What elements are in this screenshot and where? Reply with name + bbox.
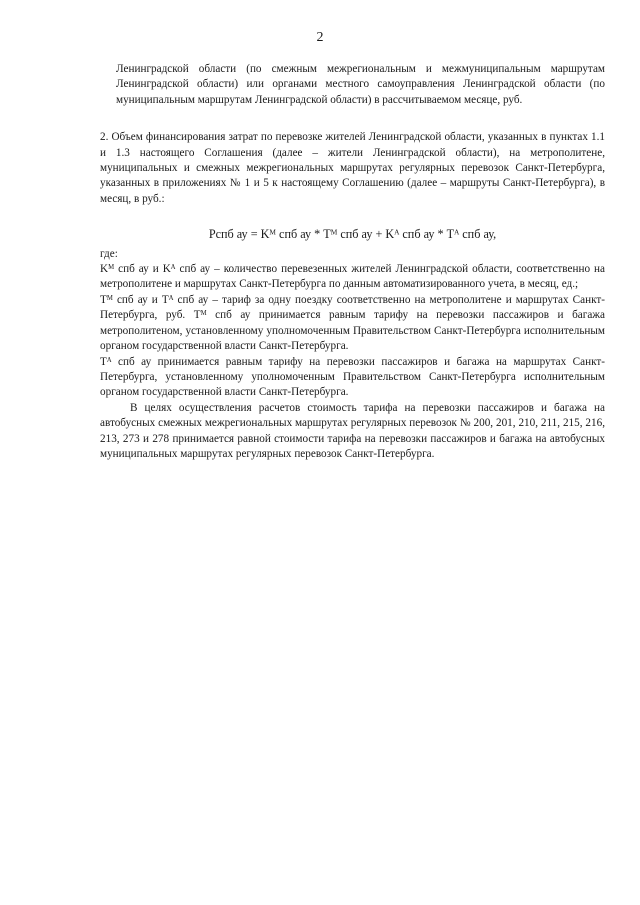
where-label: где: xyxy=(100,247,118,260)
paragraph-tariff-routes: В целях осуществления расчетов стоимость тарифа на перевозки пассажиров и багажа на автобусных смежных межрегиональных маршрутах регулярных перевозок № 200, 201, 210, 211, 215, 216, 213, 273 и 278 принимается равной стоимости тарифа на перевозки пассажиров и багажа на автобусных муниципальных маршрутах регулярных перевозок Санкт-Петербурга. xyxy=(100,401,605,460)
definition-k: Kᴹ спб ау и Kᴬ спб ау – количество перевезенных жителей Ленинградской области, соответственно на метрополитене и маршрутах Санкт-Петербурга по данным автоматизированного учета, в месяц, ед.; xyxy=(100,263,605,291)
page-number: 2 xyxy=(316,30,324,45)
formula: Pспб ау = Kᴹ спб ау * Tᴹ спб ау + Kᴬ спб ау * Tᴬ спб ау, xyxy=(208,227,497,242)
definition-t-bus: Tᴬ спб ау принимается равным тарифу на перевозки пассажиров и багажа на маршрутах Санкт-Петербурга, установленному уполномоченным Правительством Санкт-Петербурга исполнительным органом государственной власти Санкт-Петербурга. xyxy=(100,355,605,399)
document-body xyxy=(100,62,605,462)
definition-t: Tᴹ спб ау и Tᴬ спб ау – тариф за одну поездку соответственно на метрополитене и маршрутах Санкт-Петербурга, руб. Tᴹ спб ау принимается равным тарифу на перевозки пассажиров и багажа метрополитеном, установленному уполномоченным Правительством Санкт-Петербурга исполнительным органом государственной власти Санкт-Петербурга. xyxy=(100,293,605,353)
paragraph-2: 2. Объем финансирования затрат по перевозке жителей Ленинградской области, указанных в пунктах 1.1 и 1.3 настоящего Соглашения (далее – жители Ленинградской области), на метрополитене, муниципальных и смежных межрегиональных маршрутах регулярных перевозок Санкт-Петербурга, указанных в приложениях № 1 и 5 к настоящему Соглашению (далее – маршруты Санкт-Петербурга), в месяц, в руб.: xyxy=(100,131,605,205)
paragraph-continuation: Ленинградской области (по смежным межрегиональным и межмуниципальным маршрутам Ленинградской области) или органами местного самоуправления Ленинградской области (по муниципальным маршрутам Ленинградской области) в рассчитываемом месяце, руб. xyxy=(116,63,605,106)
